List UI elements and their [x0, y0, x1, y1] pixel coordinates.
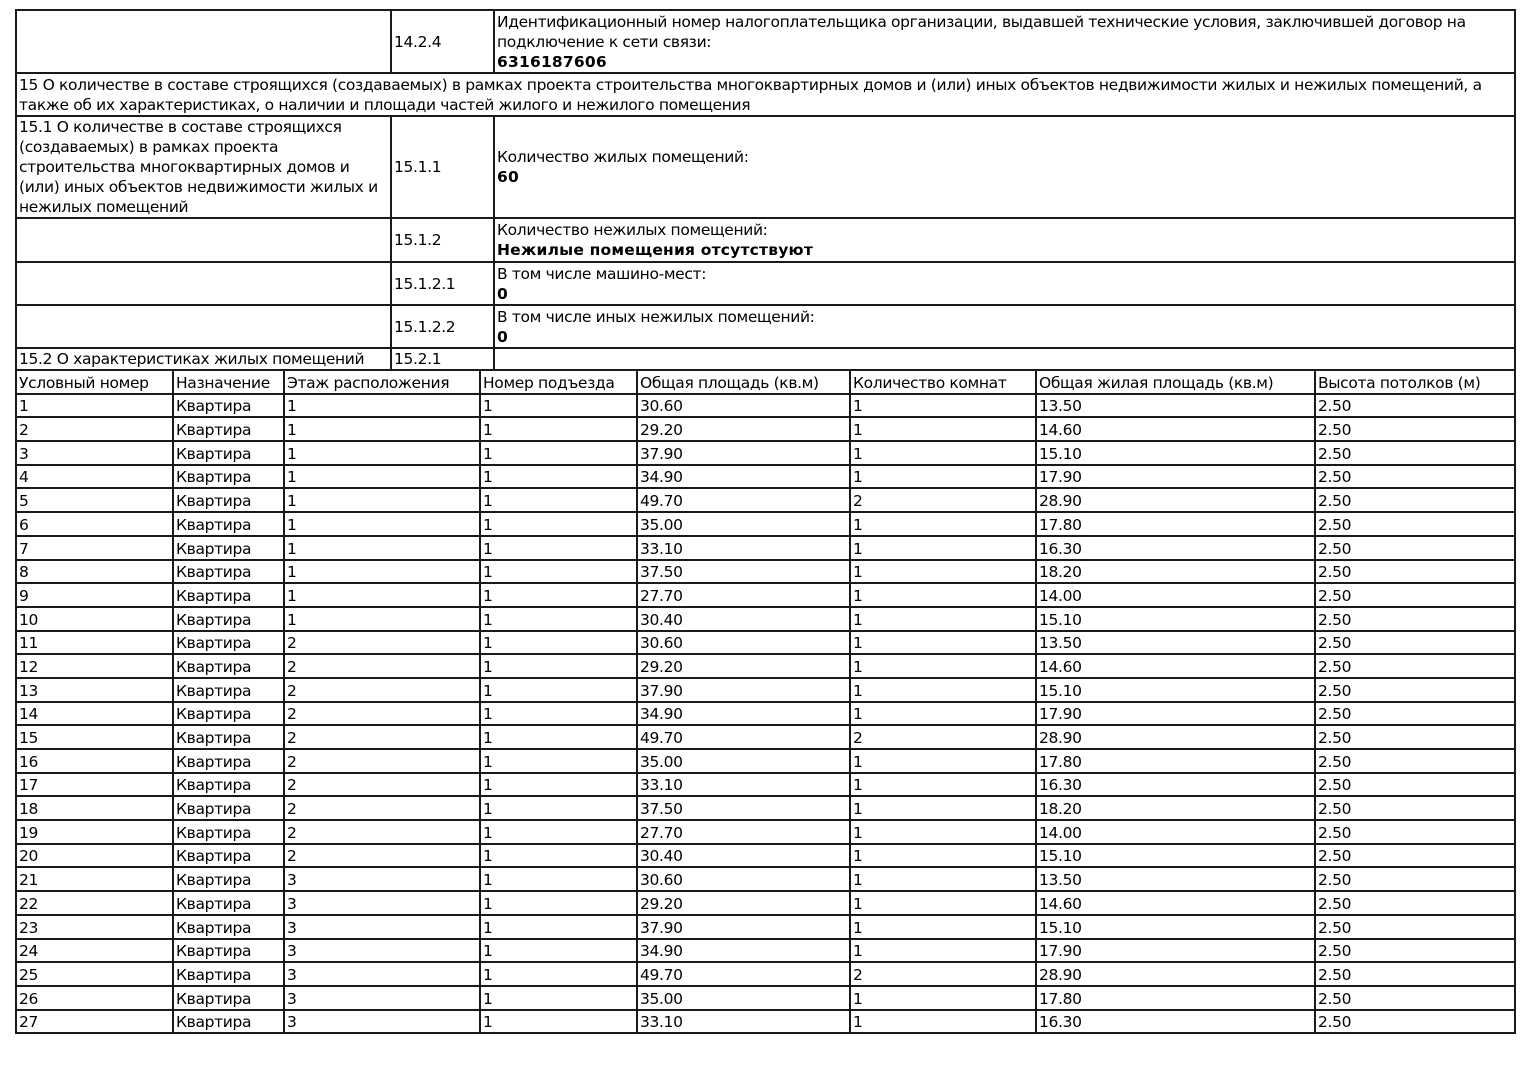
table-row — [16, 607, 1515, 631]
cell-ceiling-height: 2.50 — [1315, 583, 1515, 607]
cell-unit-number: 19 — [16, 820, 173, 844]
header-entrance: Номер подъезда — [480, 370, 637, 394]
cell-ceiling-height: 2.50 — [1315, 820, 1515, 844]
cell-entrance: 1 — [480, 560, 637, 584]
header-unit-number: Условный номер — [16, 370, 173, 394]
table-row — [16, 488, 1515, 512]
cell-total-area: 33.10 — [637, 1010, 850, 1034]
table-row — [16, 867, 1515, 891]
cell-rooms: 1 — [850, 631, 1036, 655]
item-label: В том числе иных нежилых помещений: — [497, 307, 815, 326]
item-label: В том числе машино-мест: — [497, 264, 707, 283]
cell-ceiling-height: 2.50 — [1315, 560, 1515, 584]
cell-purpose: Квартира — [173, 560, 284, 584]
cell-total-area: 30.60 — [637, 867, 850, 891]
item-value: 60 — [497, 168, 519, 186]
header-purpose: Назначение — [173, 370, 284, 394]
residential-units-table — [15, 369, 1516, 1034]
cell-floor: 1 — [284, 512, 480, 536]
cell-rooms: 1 — [850, 441, 1036, 465]
cell-floor: 1 — [284, 441, 480, 465]
cell-unit-number: 6 — [16, 512, 173, 536]
cell-rooms: 1 — [850, 796, 1036, 820]
cell-purpose: Квартира — [173, 891, 284, 915]
cell-living-area: 14.60 — [1036, 891, 1315, 915]
cell-rooms: 1 — [850, 536, 1036, 560]
cell-unit-number: 20 — [16, 844, 173, 868]
cell-living-area: 17.90 — [1036, 465, 1315, 489]
cell-total-area: 37.90 — [637, 678, 850, 702]
cell-purpose: Квартира — [173, 820, 284, 844]
cell-rooms: 1 — [850, 702, 1036, 726]
cell-unit-number: 9 — [16, 583, 173, 607]
cell-purpose: Квартира — [173, 678, 284, 702]
cell-purpose: Квартира — [173, 417, 284, 441]
cell-total-area: 34.90 — [637, 465, 850, 489]
cell-ceiling-height: 2.50 — [1315, 607, 1515, 631]
cell-entrance: 1 — [480, 488, 637, 512]
item-code: 14.2.4 — [391, 10, 494, 73]
cell-entrance: 1 — [480, 583, 637, 607]
cell-floor: 1 — [284, 488, 480, 512]
cell-total-area: 49.70 — [637, 962, 850, 986]
cell-total-area: 37.90 — [637, 915, 850, 939]
cell-living-area: 28.90 — [1036, 488, 1315, 512]
empty-cell — [16, 262, 391, 305]
cell-floor: 1 — [284, 583, 480, 607]
cell-living-area: 13.50 — [1036, 631, 1315, 655]
cell-purpose: Квартира — [173, 488, 284, 512]
cell-entrance: 1 — [480, 702, 637, 726]
cell-total-area: 35.00 — [637, 512, 850, 536]
row-14-2-4 — [16, 10, 1515, 73]
table-row — [16, 820, 1515, 844]
cell-unit-number: 7 — [16, 536, 173, 560]
cell-unit-number: 2 — [16, 417, 173, 441]
table-row — [16, 394, 1515, 418]
cell-ceiling-height: 2.50 — [1315, 1010, 1515, 1034]
cell-living-area: 17.80 — [1036, 986, 1315, 1010]
item-code: 15.1.2.2 — [391, 305, 494, 348]
item-code: 15.2.1 — [391, 348, 494, 370]
cell-entrance: 1 — [480, 536, 637, 560]
cell-floor: 1 — [284, 536, 480, 560]
table-row — [16, 749, 1515, 773]
section-15-2-title: 15.2 О характеристиках жилых помещений — [16, 348, 391, 370]
item-content — [494, 218, 1515, 262]
cell-entrance: 1 — [480, 465, 637, 489]
cell-purpose: Квартира — [173, 844, 284, 868]
cell-rooms: 1 — [850, 915, 1036, 939]
cell-total-area: 30.40 — [637, 607, 850, 631]
cell-purpose: Квартира — [173, 536, 284, 560]
cell-unit-number: 12 — [16, 654, 173, 678]
cell-purpose: Квартира — [173, 773, 284, 797]
cell-entrance: 1 — [480, 986, 637, 1010]
cell-ceiling-height: 2.50 — [1315, 986, 1515, 1010]
cell-total-area: 49.70 — [637, 488, 850, 512]
cell-living-area: 14.60 — [1036, 654, 1315, 678]
cell-entrance: 1 — [480, 915, 637, 939]
cell-unit-number: 11 — [16, 631, 173, 655]
cell-unit-number: 23 — [16, 915, 173, 939]
cell-total-area: 33.10 — [637, 536, 850, 560]
cell-ceiling-height: 2.50 — [1315, 773, 1515, 797]
empty-cell — [16, 218, 391, 262]
cell-entrance: 1 — [480, 891, 637, 915]
cell-total-area: 29.20 — [637, 417, 850, 441]
cell-living-area: 15.10 — [1036, 844, 1315, 868]
cell-living-area: 13.50 — [1036, 394, 1315, 418]
cell-entrance: 1 — [480, 962, 637, 986]
cell-ceiling-height: 2.50 — [1315, 915, 1515, 939]
item-code: 15.1.2.1 — [391, 262, 494, 305]
cell-entrance: 1 — [480, 441, 637, 465]
cell-floor: 2 — [284, 702, 480, 726]
cell-ceiling-height: 2.50 — [1315, 678, 1515, 702]
table-row — [16, 417, 1515, 441]
cell-unit-number: 18 — [16, 796, 173, 820]
cell-ceiling-height: 2.50 — [1315, 441, 1515, 465]
cell-unit-number: 14 — [16, 702, 173, 726]
cell-ceiling-height: 2.50 — [1315, 962, 1515, 986]
cell-purpose: Квартира — [173, 441, 284, 465]
cell-purpose: Квартира — [173, 394, 284, 418]
cell-rooms: 1 — [850, 820, 1036, 844]
item-label: Идентификационный номер налогоплательщика организации, выдавшей технические условия, заключившей договор на подключение к сети связи: — [497, 12, 1466, 51]
table-row — [16, 986, 1515, 1010]
cell-floor: 1 — [284, 417, 480, 441]
cell-ceiling-height: 2.50 — [1315, 631, 1515, 655]
cell-total-area: 49.70 — [637, 725, 850, 749]
cell-unit-number: 27 — [16, 1010, 173, 1034]
cell-unit-number: 24 — [16, 939, 173, 963]
cell-unit-number: 10 — [16, 607, 173, 631]
row-15-1-2-1 — [16, 262, 1515, 305]
declaration-table — [15, 9, 1516, 371]
cell-floor: 2 — [284, 749, 480, 773]
cell-rooms: 1 — [850, 607, 1036, 631]
cell-entrance: 1 — [480, 512, 637, 536]
cell-living-area: 16.30 — [1036, 536, 1315, 560]
cell-total-area: 34.90 — [637, 702, 850, 726]
cell-living-area: 18.20 — [1036, 560, 1315, 584]
cell-living-area: 28.90 — [1036, 725, 1315, 749]
cell-purpose: Квартира — [173, 725, 284, 749]
cell-entrance: 1 — [480, 796, 637, 820]
cell-living-area: 14.00 — [1036, 583, 1315, 607]
cell-rooms: 1 — [850, 891, 1036, 915]
cell-rooms: 2 — [850, 962, 1036, 986]
cell-floor: 3 — [284, 1010, 480, 1034]
cell-living-area: 18.20 — [1036, 796, 1315, 820]
cell-rooms: 1 — [850, 583, 1036, 607]
cell-rooms: 1 — [850, 394, 1036, 418]
cell-total-area: 30.60 — [637, 394, 850, 418]
cell-total-area: 35.00 — [637, 986, 850, 1010]
cell-unit-number: 15 — [16, 725, 173, 749]
units-table-header — [16, 370, 1515, 394]
cell-entrance: 1 — [480, 749, 637, 773]
units-table-body — [16, 394, 1515, 1034]
cell-purpose: Квартира — [173, 702, 284, 726]
table-row — [16, 678, 1515, 702]
row-15-2-1 — [16, 348, 1515, 370]
cell-unit-number: 26 — [16, 986, 173, 1010]
cell-ceiling-height: 2.50 — [1315, 891, 1515, 915]
cell-ceiling-height: 2.50 — [1315, 939, 1515, 963]
cell-entrance: 1 — [480, 773, 637, 797]
cell-floor: 2 — [284, 654, 480, 678]
cell-ceiling-height: 2.50 — [1315, 417, 1515, 441]
cell-entrance: 1 — [480, 1010, 637, 1034]
cell-unit-number: 22 — [16, 891, 173, 915]
cell-total-area: 29.20 — [637, 654, 850, 678]
cell-living-area: 14.60 — [1036, 417, 1315, 441]
cell-ceiling-height: 2.50 — [1315, 844, 1515, 868]
cell-entrance: 1 — [480, 394, 637, 418]
cell-purpose: Квартира — [173, 962, 284, 986]
table-row — [16, 891, 1515, 915]
item-value: Нежилые помещения отсутствуют — [497, 241, 813, 259]
cell-floor: 3 — [284, 986, 480, 1010]
cell-floor: 1 — [284, 607, 480, 631]
cell-floor: 3 — [284, 891, 480, 915]
cell-rooms: 2 — [850, 488, 1036, 512]
item-value: 0 — [497, 327, 508, 346]
table-row — [16, 512, 1515, 536]
cell-living-area: 17.80 — [1036, 512, 1315, 536]
cell-unit-number: 8 — [16, 560, 173, 584]
cell-rooms: 1 — [850, 986, 1036, 1010]
table-row — [16, 441, 1515, 465]
cell-ceiling-height: 2.50 — [1315, 512, 1515, 536]
cell-rooms: 1 — [850, 1010, 1036, 1034]
table-row — [16, 1010, 1515, 1034]
table-row — [16, 654, 1515, 678]
table-row — [16, 536, 1515, 560]
cell-unit-number: 17 — [16, 773, 173, 797]
row-15-1-2-2 — [16, 305, 1515, 348]
cell-floor: 2 — [284, 678, 480, 702]
item-content — [494, 116, 1515, 218]
cell-ceiling-height: 2.50 — [1315, 488, 1515, 512]
cell-rooms: 1 — [850, 844, 1036, 868]
cell-purpose: Квартира — [173, 796, 284, 820]
cell-floor: 3 — [284, 939, 480, 963]
cell-rooms: 2 — [850, 725, 1036, 749]
cell-total-area: 27.70 — [637, 820, 850, 844]
cell-purpose: Квартира — [173, 512, 284, 536]
cell-unit-number: 13 — [16, 678, 173, 702]
cell-unit-number: 3 — [16, 441, 173, 465]
cell-rooms: 1 — [850, 512, 1036, 536]
table-row — [16, 702, 1515, 726]
cell-entrance: 1 — [480, 820, 637, 844]
cell-rooms: 1 — [850, 465, 1036, 489]
cell-total-area: 27.70 — [637, 583, 850, 607]
cell-floor: 1 — [284, 465, 480, 489]
cell-purpose: Квартира — [173, 986, 284, 1010]
cell-ceiling-height: 2.50 — [1315, 465, 1515, 489]
cell-rooms: 1 — [850, 939, 1036, 963]
cell-ceiling-height: 2.50 — [1315, 749, 1515, 773]
cell-total-area: 35.00 — [637, 749, 850, 773]
table-row — [16, 796, 1515, 820]
item-code: 15.1.1 — [391, 116, 494, 218]
cell-floor: 2 — [284, 773, 480, 797]
cell-floor: 2 — [284, 725, 480, 749]
cell-floor: 1 — [284, 560, 480, 584]
cell-ceiling-height: 2.50 — [1315, 394, 1515, 418]
item-label: Количество нежилых помещений: — [497, 221, 768, 239]
cell-living-area: 13.50 — [1036, 867, 1315, 891]
cell-rooms: 1 — [850, 417, 1036, 441]
cell-living-area: 17.80 — [1036, 749, 1315, 773]
cell-living-area: 15.10 — [1036, 441, 1315, 465]
item-content — [494, 262, 1515, 305]
row-15-1-1 — [16, 116, 1515, 218]
cell-total-area: 29.20 — [637, 891, 850, 915]
cell-unit-number: 1 — [16, 394, 173, 418]
cell-purpose: Квартира — [173, 583, 284, 607]
cell-floor: 2 — [284, 820, 480, 844]
cell-living-area: 17.90 — [1036, 702, 1315, 726]
header-rooms: Количество комнат — [850, 370, 1036, 394]
cell-floor: 2 — [284, 796, 480, 820]
cell-floor: 2 — [284, 631, 480, 655]
empty-cell — [494, 348, 1515, 370]
cell-unit-number: 21 — [16, 867, 173, 891]
cell-ceiling-height: 2.50 — [1315, 725, 1515, 749]
cell-ceiling-height: 2.50 — [1315, 536, 1515, 560]
cell-total-area: 30.60 — [637, 631, 850, 655]
cell-entrance: 1 — [480, 417, 637, 441]
cell-total-area: 37.50 — [637, 560, 850, 584]
cell-unit-number: 5 — [16, 488, 173, 512]
cell-total-area: 37.50 — [637, 796, 850, 820]
item-label: Количество жилых помещений: — [497, 148, 749, 166]
cell-entrance: 1 — [480, 631, 637, 655]
cell-rooms: 1 — [850, 678, 1036, 702]
cell-rooms: 1 — [850, 749, 1036, 773]
cell-purpose: Квартира — [173, 749, 284, 773]
cell-living-area: 15.10 — [1036, 678, 1315, 702]
cell-entrance: 1 — [480, 867, 637, 891]
table-row — [16, 465, 1515, 489]
cell-unit-number: 16 — [16, 749, 173, 773]
header-total-area: Общая площадь (кв.м) — [637, 370, 850, 394]
cell-rooms: 1 — [850, 654, 1036, 678]
header-floor: Этаж расположения — [284, 370, 480, 394]
cell-entrance: 1 — [480, 678, 637, 702]
table-row — [16, 844, 1515, 868]
cell-entrance: 1 — [480, 939, 637, 963]
table-row — [16, 725, 1515, 749]
row-15-1-2 — [16, 218, 1515, 262]
cell-purpose: Квартира — [173, 939, 284, 963]
table-row — [16, 962, 1515, 986]
section-15-title: 15 О количестве в составе строящихся (создаваемых) в рамках проекта строительства многоквартирных домов и (или) иных объектов недвижимости жилых и нежилых помещений, а также об их характеристиках, о наличии и площади частей жилого и нежилого помещения — [16, 73, 1515, 116]
cell-floor: 3 — [284, 962, 480, 986]
cell-living-area: 15.10 — [1036, 607, 1315, 631]
cell-unit-number: 4 — [16, 465, 173, 489]
document-page — [15, 9, 1514, 1034]
cell-rooms: 1 — [850, 773, 1036, 797]
cell-total-area: 30.40 — [637, 844, 850, 868]
cell-floor: 1 — [284, 394, 480, 418]
item-value: 0 — [497, 284, 508, 303]
table-row — [16, 915, 1515, 939]
cell-living-area: 16.30 — [1036, 773, 1315, 797]
cell-floor: 3 — [284, 867, 480, 891]
cell-floor: 2 — [284, 844, 480, 868]
cell-living-area: 15.10 — [1036, 915, 1315, 939]
cell-living-area: 28.90 — [1036, 962, 1315, 986]
table-row — [16, 631, 1515, 655]
table-row — [16, 560, 1515, 584]
cell-ceiling-height: 2.50 — [1315, 867, 1515, 891]
table-row — [16, 583, 1515, 607]
cell-ceiling-height: 2.50 — [1315, 654, 1515, 678]
cell-entrance: 1 — [480, 654, 637, 678]
cell-entrance: 1 — [480, 844, 637, 868]
cell-purpose: Квартира — [173, 631, 284, 655]
cell-purpose: Квартира — [173, 867, 284, 891]
cell-purpose: Квартира — [173, 1010, 284, 1034]
cell-ceiling-height: 2.50 — [1315, 796, 1515, 820]
cell-entrance: 1 — [480, 725, 637, 749]
cell-total-area: 37.90 — [637, 441, 850, 465]
section-15-1-title: 15.1 О количестве в составе строящихся (создаваемых) в рамках проекта строительства многоквартирных домов и (или) иных объектов недвижимости жилых и нежилых помещений — [16, 116, 391, 218]
cell-purpose: Квартира — [173, 654, 284, 678]
cell-entrance: 1 — [480, 607, 637, 631]
inn-value: 6316187606 — [497, 52, 607, 71]
cell-purpose: Квартира — [173, 915, 284, 939]
cell-total-area: 33.10 — [637, 773, 850, 797]
cell-living-area: 17.90 — [1036, 939, 1315, 963]
table-row — [16, 773, 1515, 797]
table-row — [16, 939, 1515, 963]
cell-ceiling-height: 2.50 — [1315, 702, 1515, 726]
row-section-15 — [16, 73, 1515, 116]
cell-unit-number: 25 — [16, 962, 173, 986]
empty-cell — [16, 305, 391, 348]
header-living-area: Общая жилая площадь (кв.м) — [1036, 370, 1315, 394]
cell-total-area: 34.90 — [637, 939, 850, 963]
cell-rooms: 1 — [850, 867, 1036, 891]
item-code: 15.1.2 — [391, 218, 494, 262]
item-content — [494, 305, 1515, 348]
header-ceiling-height: Высота потолков (м) — [1315, 370, 1515, 394]
item-content — [494, 10, 1515, 73]
empty-cell — [16, 10, 391, 73]
cell-purpose: Квартира — [173, 607, 284, 631]
cell-rooms: 1 — [850, 560, 1036, 584]
cell-living-area: 14.00 — [1036, 820, 1315, 844]
cell-purpose: Квартира — [173, 465, 284, 489]
cell-living-area: 16.30 — [1036, 1010, 1315, 1034]
cell-floor: 3 — [284, 915, 480, 939]
